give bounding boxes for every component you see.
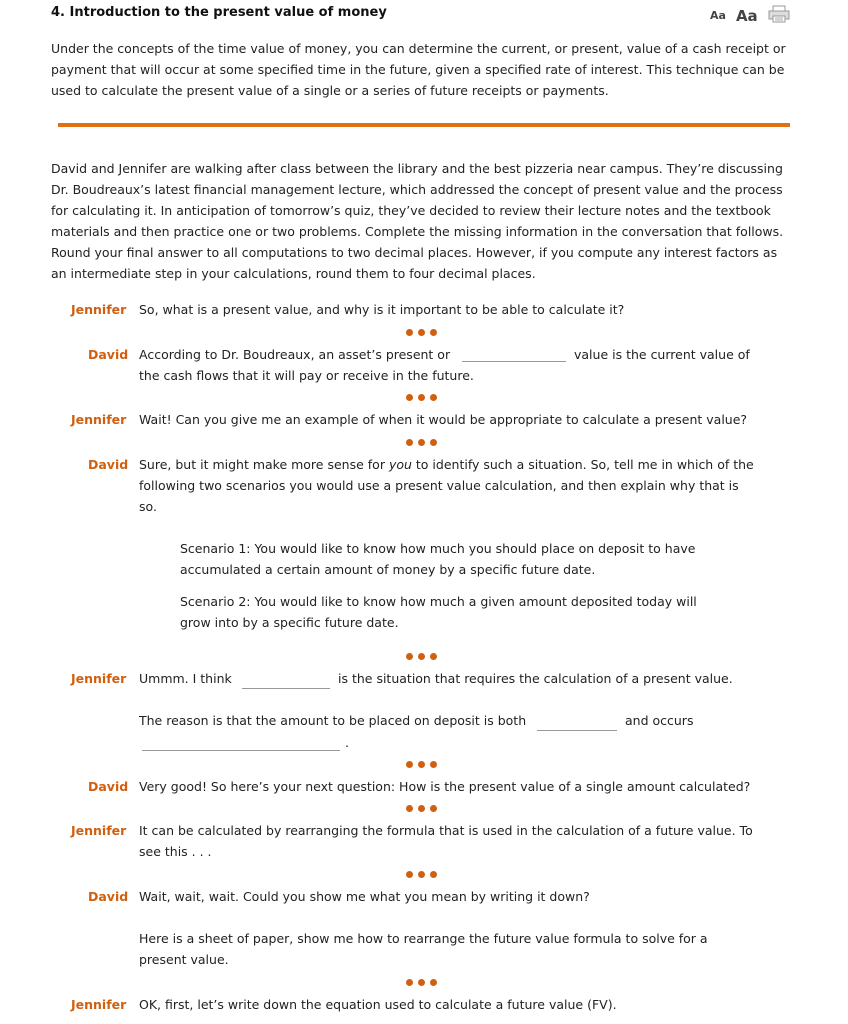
intro-paragraph: Under the concepts of the time value of money, you can determine the current, or present, value of a cash receipt or payment that will occur at some specified time in the future, given a specified rate of interest. This technique can be used to calculate the present value of a single or a series of future receipts or payments. — [51, 41, 786, 98]
paragraph-line: David and Jennifer are walking after class between the library and the best pizzeria near campus. They’re discussing — [51, 161, 783, 176]
paragraph-line: for calculating it. In anticipation of tomorrow’s quiz, they’ve decided to review their lecture notes and the textbook — [51, 203, 771, 218]
speaker-david: David — [88, 889, 129, 904]
dialogue-text: so. — [139, 499, 157, 514]
continue-dots[interactable] — [406, 394, 437, 401]
dialogue-text: value is the current value of — [574, 347, 750, 362]
continue-dots[interactable] — [406, 761, 437, 768]
speaker-jennifer: Jennifer — [71, 823, 127, 838]
font-size-large-button[interactable]: Aa — [735, 6, 758, 25]
font-size-small-button[interactable]: Aa — [710, 9, 726, 22]
paragraph-line: an intermediate step in your calculations, round them to four decimal places. — [51, 266, 536, 281]
amount-known-dropdown[interactable] — [537, 716, 617, 731]
dialogue-text: and occurs — [625, 713, 694, 728]
dialogue-text: Wait! Can you give me an example of when it would be appropriate to calculate a present value? — [139, 412, 748, 427]
dialogue-text: following two scenarios you would use a present value calculation, and then explain why that is — [139, 478, 739, 493]
speaker-jennifer: Jennifer — [71, 302, 127, 317]
toolbar — [710, 5, 790, 26]
dialogue-text: Very good! So here’s your next question: How is the present value of a single amount calculated? — [139, 779, 751, 794]
dialogue-text: According to Dr. Boudreaux, an asset’s present or — [139, 347, 451, 362]
speaker-jennifer: Jennifer — [71, 671, 127, 686]
paragraph-line: materials and then practice one or two problems. Complete the missing information in the conversation that follows. — [51, 224, 784, 239]
continue-dots[interactable] — [406, 653, 437, 660]
page-title: 4. Introduction to the present value of money — [51, 5, 387, 20]
dialogue-text: The reason is that the amount to be placed on deposit is both — [139, 713, 527, 728]
speaker-david: David — [88, 457, 129, 472]
present-value-dropdown[interactable] — [462, 347, 566, 362]
continue-dots[interactable] — [406, 979, 437, 986]
dialogue-text: present value. — [139, 952, 229, 967]
dialogue-text: the cash flows that it will pay or receive in the future. — [139, 368, 474, 383]
continue-dots[interactable] — [406, 439, 437, 446]
speaker-david: David — [88, 347, 129, 362]
speaker-jennifer: Jennifer — [71, 997, 127, 1012]
scenario-1: Scenario 1: You would like to know how much you should place on deposit to have accumulated a certain amount of money by a specific future date. — [180, 541, 696, 577]
dialogue-text: see this . . . — [139, 844, 212, 859]
dialogue-text: So, what is a present value, and why is it important to be able to calculate it? — [139, 302, 625, 317]
dialogue-text: . — [345, 735, 349, 750]
dialogue-text: Ummm. I think — [139, 671, 232, 686]
paragraph-line: Dr. Boudreaux’s latest financial management lecture, which addressed the concept of present value and the process — [51, 182, 783, 197]
scenario-choice-dropdown[interactable] — [242, 674, 330, 689]
dialogue-text: Sure, but it might make more sense for you to identify such a situation. So, tell me in which of the — [139, 457, 754, 472]
timing-dropdown[interactable] — [142, 736, 340, 751]
paragraph-line: Round your final answer to all computations to two decimal places. However, if you compute any interest factors as — [51, 245, 778, 260]
dialogue-text: It can be calculated by rearranging the formula that is used in the calculation of a future value. To — [139, 823, 753, 838]
print-icon[interactable] — [768, 5, 790, 26]
speaker-david: David — [88, 779, 129, 794]
section-divider — [58, 123, 790, 127]
speaker-jennifer: Jennifer — [71, 412, 127, 427]
continue-dots[interactable] — [406, 871, 437, 878]
dialogue-text: is the situation that requires the calculation of a present value. — [338, 671, 733, 686]
continue-dots[interactable] — [406, 805, 437, 812]
scenario-paragraph — [51, 158, 796, 284]
dialogue-text: Wait, wait, wait. Could you show me what you mean by writing it down? — [139, 889, 590, 904]
continue-dots[interactable] — [406, 329, 437, 336]
scenario-2: Scenario 2: You would like to know how much a given amount deposited today will grow into by a specific future date. — [180, 594, 697, 630]
dialogue-text: OK, first, let’s write down the equation used to calculate a future value (FV). — [139, 997, 617, 1012]
dialogue-text: Here is a sheet of paper, show me how to rearrange the future value formula to solve for a — [139, 931, 708, 946]
